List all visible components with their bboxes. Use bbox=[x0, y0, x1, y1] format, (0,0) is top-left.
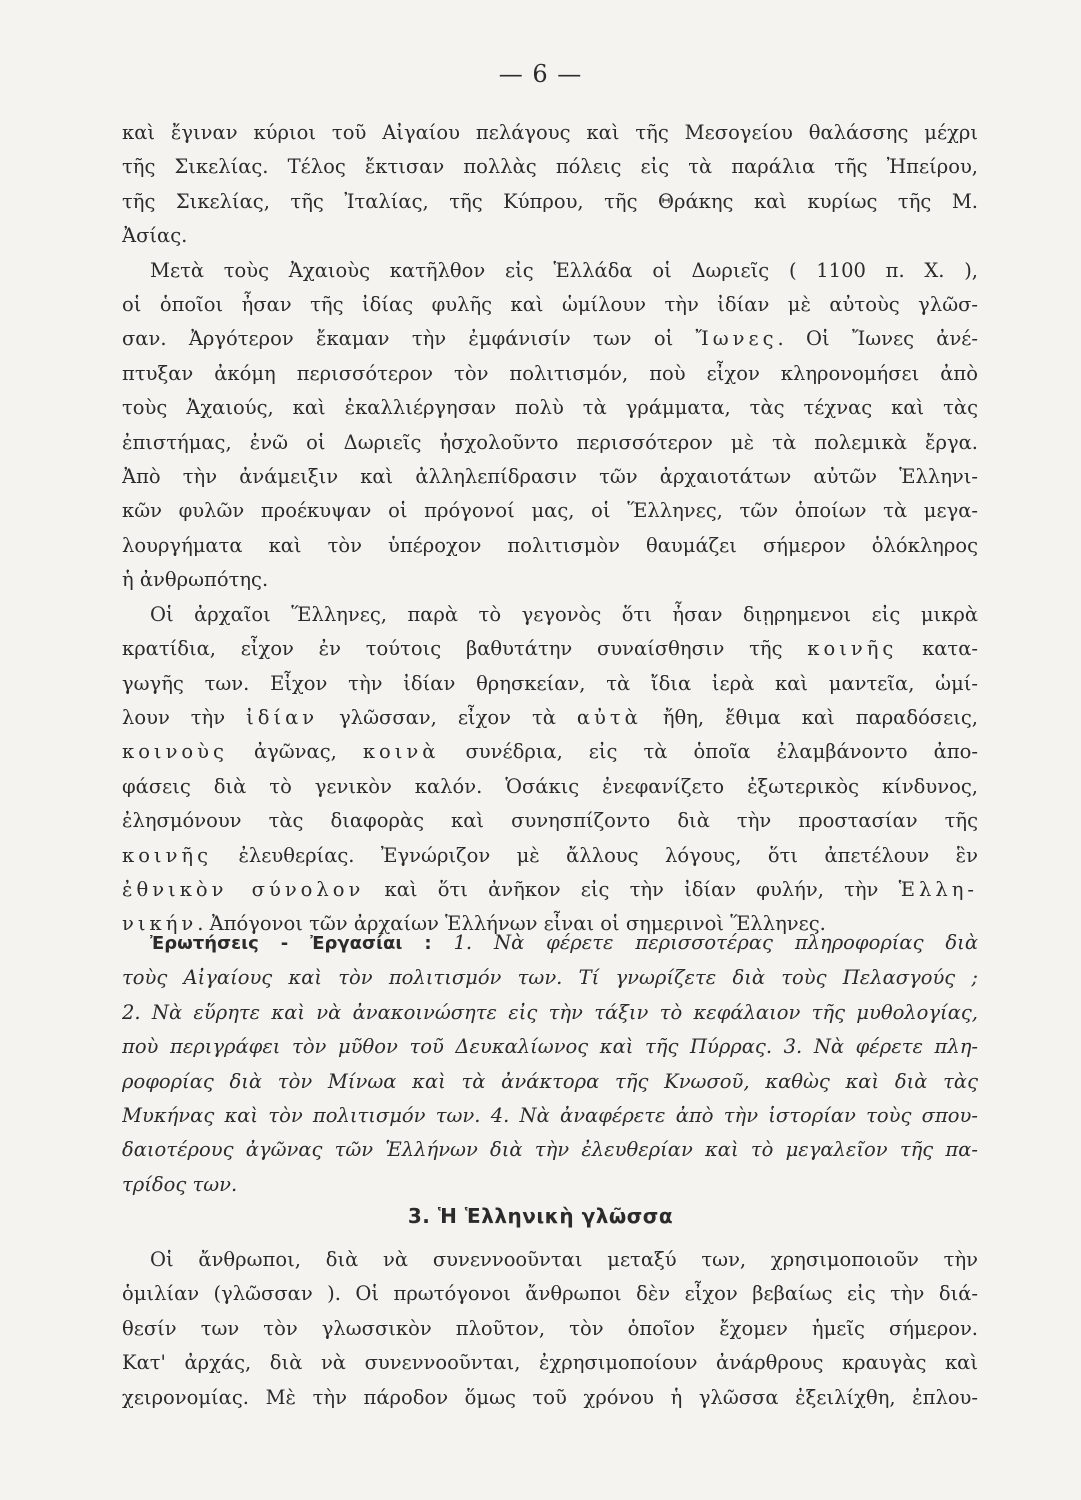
spaced-emphasis: κοινοὺς bbox=[122, 740, 228, 764]
text-line: τῆς Σικελίας, τῆς Ἰταλίας, τῆς Κύπρου, τῆς Θράκης καὶ κυρίως τῆς Μ. bbox=[122, 189, 978, 213]
text-line: φάσεις διὰ τὸ γενικὸν καλόν. Ὁσάκις ἐνεφανίζετο ἐξωτερικὸς κίνδυνος, bbox=[122, 774, 978, 798]
text-line bbox=[122, 735, 978, 769]
text-line: Ἀσίας. bbox=[122, 224, 188, 248]
text-line: Κατ' ἀρχάς, διὰ νὰ συνεννοοῦνται, ἐχρησιμοποίουν ἀνάρθρους κραυγὰς καὶ bbox=[122, 1351, 978, 1375]
text-segment: κατα- bbox=[897, 637, 978, 661]
text-segment: καὶ ὅτι ἀνῆκον εἰς τὴν ἰδίαν φυλήν, τὴν bbox=[364, 877, 879, 901]
text-line: δαιοτέρους ἀγῶνας τῶν Ἑλλήνων διὰ τὴν ἐλευθερίαν καὶ τὸ μεγαλεῖον τῆς πα- bbox=[122, 1138, 978, 1162]
text-segment: συνέδρια, εἰς τὰ ὁποῖα ἐλαμβάνοντο ἀπο- bbox=[439, 740, 978, 764]
text-line bbox=[122, 632, 978, 666]
text-line: τῆς Σικελίας. Τέλος ἔκτισαν πολλὰς πόλεις εἰς τὰ παράλια τῆς Ἠπείρου, bbox=[122, 155, 978, 179]
spaced-emphasis: κοινῆς bbox=[807, 637, 898, 661]
text-line: ὁμιλίαν (γλῶσσαν ). Οἱ πρωτόγονοι ἄνθρωποι δὲν εἶχον βεβαίως εἰς τὴν διά- bbox=[122, 1282, 978, 1306]
text-segment: . Οἱ Ἴωνες ἀνέ- bbox=[777, 327, 978, 351]
text-line bbox=[122, 839, 978, 873]
spaced-emphasis: Ἑλλη- bbox=[898, 877, 978, 901]
text-line: ροφορίας διὰ τὸν Μίνωα καὶ τὰ ἀνάκτορα τῆς Κνωσοῦ, καθὼς καὶ διὰ τὰς bbox=[122, 1069, 978, 1093]
text-segment: . Ἀπόγονοι τῶν ἀρχαίων Ἑλλήνων εἶναι οἱ σημερινοὶ Ἕλληνες. bbox=[197, 912, 826, 936]
text-line: 2. Νὰ εὕρητε καὶ νὰ ἀνακοινώσητε εἰς τὴν τάξιν τὸ κεφάλαιον τῆς μυθολογίας, bbox=[122, 1000, 978, 1024]
text-segment: σαν. Ἀργότερον ἔκαμαν τὴν ἐμφάνισίν των οἱ bbox=[122, 327, 674, 351]
spaced-emphasis: κοινῆς bbox=[122, 843, 213, 867]
text-line: ἐλησμόνουν τὰς διαφορὰς καὶ συνησπίζοντο διὰ τὴν προστασίαν τῆς bbox=[122, 809, 978, 833]
text-line bbox=[122, 701, 978, 735]
text-segment: ἐλευθερίας. Ἐγνώριζον μὲ ἄλλους λόγους, ὅτι ἀπετέλουν ἓν bbox=[212, 843, 978, 867]
text-segment: ἀγῶνας, bbox=[227, 740, 337, 764]
body-text-block-2 bbox=[122, 1243, 978, 1415]
text-line: τοὺς Ἀχαιούς, καὶ ἐκαλλιέργησαν πολὺ τὰ γράμματα, τὰς τέχνας καὶ τὰς bbox=[122, 396, 978, 420]
text-line: Οἱ ἄνθρωποι, διὰ νὰ συνεννοοῦνται μεταξύ των, χρησιμοποιοῦν τὴν bbox=[150, 1248, 978, 1271]
text-line: ποὺ περιγράφει τὸν μῦθον τοῦ Δευκαλίωνος καὶ τῆς Πύρρας. 3. Νὰ φέρετε πλη- bbox=[122, 1035, 978, 1059]
questions-block bbox=[122, 926, 978, 1202]
text-line: θεσίν των τὸν γλωσσικὸν πλοῦτον, τὸν ὁποῖον ἔχομεν ἡμεῖς σήμερον. bbox=[122, 1316, 978, 1340]
text-segment: ἤθη, ἔθιμα καὶ παραδόσεις, bbox=[641, 705, 978, 729]
text-line: ἡ ἀνθρωπότης. bbox=[122, 568, 269, 592]
text-line bbox=[122, 322, 978, 356]
text-segment: 1. Νὰ φέρετε περισσοτέρας πληροφορίας διὰ bbox=[431, 931, 978, 954]
text-line: πτυξαν ἀκόμη περισσότερον τὸν πολιτισμόν, ποὺ εἶχον κληρονομήσει ἀπὸ bbox=[122, 361, 978, 385]
spaced-emphasis: κοινὰ bbox=[362, 740, 440, 764]
text-line: χειρονομίας. Μὲ τὴν πάροδον ὅμως τοῦ χρόνου ἡ γλῶσσα ἐξειλίχθη, ἐπλου- bbox=[122, 1385, 978, 1409]
page-number: — 6 — bbox=[498, 60, 583, 88]
text-line: Μυκήνας καὶ τὸν πολιτισμόν των. 4. Νὰ ἀναφέρετε ἀπὸ τὴν ἱστορίαν τοὺς σπου- bbox=[122, 1104, 978, 1128]
questions-label: Ἐρωτήσεις - Ἐργασίαι : bbox=[150, 933, 432, 954]
text-line bbox=[122, 926, 978, 961]
spaced-emphasis: Ἴωνες bbox=[695, 327, 778, 351]
text-segment: γλῶσσαν, εἶχον τὰ bbox=[318, 705, 556, 729]
spaced-emphasis: νικήν bbox=[122, 912, 198, 936]
body-text-block-1 bbox=[122, 116, 978, 942]
text-line: γωγῆς των. Εἶχον τὴν ἰδίαν θρησκείαν, τὰ ἴδια ἱερὰ καὶ μαντεῖα, ὡμί- bbox=[122, 671, 978, 695]
text-line: Ἀπὸ τὴν ἀνάμειξιν καὶ ἀλληλεπίδρασιν τῶν ἀρχαιοτάτων αὐτῶν Ἑλληνι- bbox=[122, 465, 978, 489]
text-line: τοὺς Αἰγαίους καὶ τὸν πολιτισμόν των. Τί γνωρίζετε διὰ τοὺς Πελασγούς ; bbox=[122, 966, 978, 990]
text-line: κῶν φυλῶν προέκυψαν οἱ πρόγονοί μας, οἱ Ἕλληνες, τῶν ὁποίων τὰ μεγα- bbox=[122, 499, 978, 523]
text-segment: κρατίδια, εἶχον ἐν τούτοις βαθυτάτην συναίσθησιν τῆς bbox=[122, 637, 783, 661]
text-line: ἐπιστήμας, ἐνῶ οἱ Δωριεῖς ἠσχολοῦντο περισσότερον μὲ τὰ πολεμικὰ ἔργα. bbox=[122, 430, 978, 454]
text-segment: λουν τὴν bbox=[122, 705, 226, 729]
section-title: 3. Ἡ Ἑλληνικὴ γλῶσσα bbox=[407, 1204, 674, 1228]
spaced-emphasis: ἰδίαν bbox=[246, 705, 319, 729]
text-line: οἱ ὁποῖοι ἦσαν τῆς ἰδίας φυλῆς καὶ ὡμίλουν τὴν ἰδίαν μὲ αὐτοὺς γλῶσ- bbox=[122, 293, 978, 317]
text-line: τρίδος των. bbox=[122, 1172, 238, 1196]
text-line: λουργήματα καὶ τὸν ὑπέροχον πολιτισμὸν θαυμάζει σήμερον ὁλόκληρος bbox=[122, 533, 978, 557]
text-line: Οἱ ἀρχαῖοι Ἕλληνες, παρὰ τὸ γεγονὸς ὅτι ἦσαν διῃρημενοι εἰς μικρὰ bbox=[150, 602, 978, 626]
text-line bbox=[122, 873, 978, 907]
spaced-emphasis: αὐτὰ bbox=[576, 705, 642, 729]
text-line: καὶ ἔγιναν κύριοι τοῦ Αἰγαίου πελάγους καὶ τῆς Μεσογείου θαλάσσης μέχρι bbox=[122, 121, 978, 144]
text-line: Μετὰ τοὺς Ἀχαιοὺς κατῆλθον εἰς Ἑλλάδα οἱ Δωριεῖς ( 1100 π. Χ. ), bbox=[150, 258, 978, 282]
spaced-emphasis: ἐθνικὸν σύνολον bbox=[122, 877, 365, 901]
